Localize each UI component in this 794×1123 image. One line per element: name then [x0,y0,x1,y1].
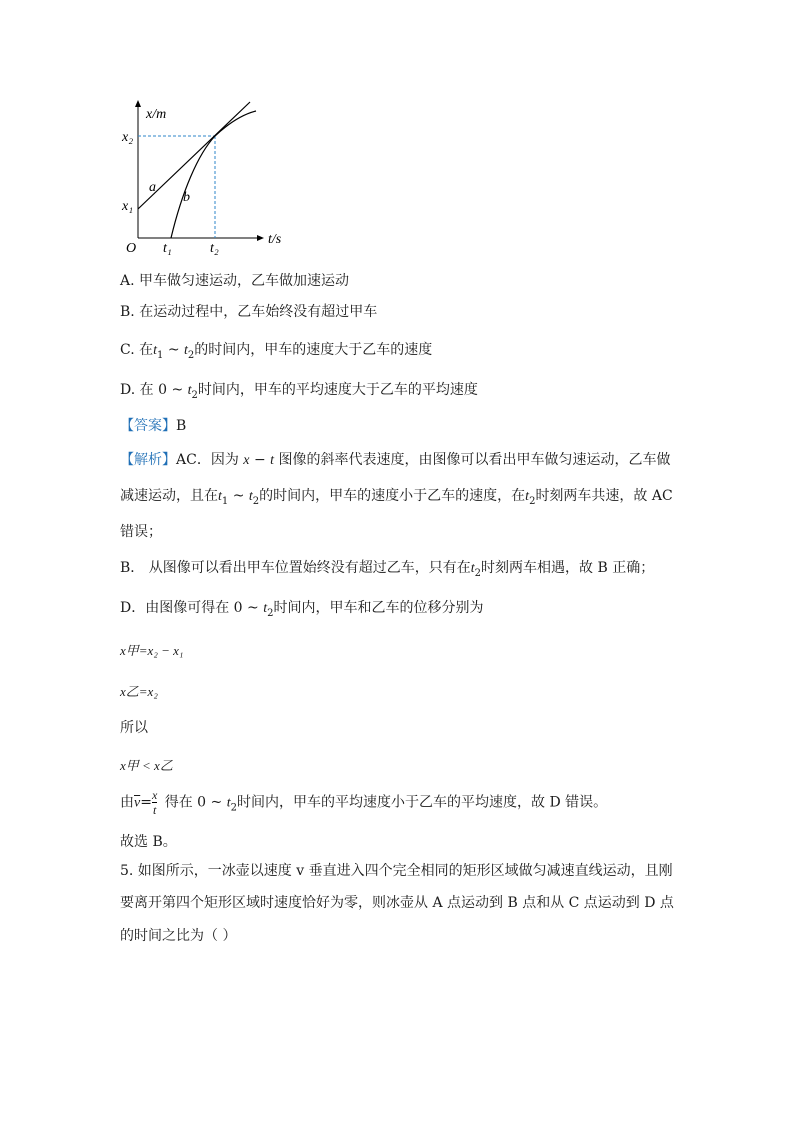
y-axis-arrow [135,100,141,107]
y-axis-label: x/m [146,107,167,122]
question5-line-3: 的时间之比为（ ） [120,928,237,944]
answer-value: B [176,418,187,434]
conclusion: 故选 B。 [120,834,177,850]
question5-line-2: 要离开第四个矩形区域时速度恰好为零，则冰壶从 A 点运动到 B 点和从 C 点运动到 D 点 [120,895,674,911]
option-d: D. 在 0 ~ $t_2$时间内，甲车的平均速度大于乙车的平均速度 [120,382,478,401]
option-a: A. 甲车做匀速运动，乙车做加速运动 [120,273,350,289]
analysis-line-3: 错误； [120,524,162,540]
x-axis-arrow [257,235,264,241]
question5-line-1: 5. 如图所示，一冰壶以速度 v 垂直进入四个完全相同的矩形区域做匀减速直线运动，且刚 [120,863,673,879]
analysis-line-2: 减速运动，且在$t_1$ ~ $t_2$的时间内，甲车的速度小于乙车的速度，在$t_2$时刻两车共速，故 AC [120,488,673,507]
option-c-prefix: C. 在 [120,342,154,358]
analysis-line-9: 由$\overline{v}=$ $\frac{x}{t}$ 得在 0 ~ $t_2$时间内，甲车的平均速度小于乙车的平均速度，故 D 错误。 [120,788,608,817]
analysis-line-5: D．由图像可得在 0 ~ $t_2$时间内，甲车和乙车的位移分别为 [120,600,484,619]
so-text: 所以 [120,720,148,736]
analysis-tag: 【解析】 [120,452,176,468]
answer-tag: 【答案】 [120,418,176,434]
answer-line [120,415,186,435]
tick-label-t2: t₂ [210,241,219,256]
option-d-suffix: 时间内，甲车的平均速度大于乙车的平均速度 [197,382,478,398]
tick-label-x2: x₂ [122,130,134,145]
x-axis-label: t/s [268,232,282,247]
option-c: C. 在$t_1$ ~ $t_2$的时间内，甲车的速度大于乙车的速度 [120,342,433,361]
fraction-x-over-t: $\frac{x}{t}$ [151,788,158,817]
curve-b-label: b [183,190,190,205]
equation-x-yi: x乙=x₂ [120,684,158,699]
analysis-line-4: B． 从图像可以看出甲车位置始终没有超过乙车，只有在$t_2$时刻两车相遇，故 B 正确； [120,560,655,579]
origin-label: O [126,241,137,256]
equation-x-jia: x甲=x₂ − x₁ [120,643,184,658]
analysis-line-1: 【解析】AC．因为 x − t 图像的斜率代表速度，由图像可以看出甲车做匀速运动，乙车做 [120,452,671,468]
option-c-suffix: 的时间内，甲车的速度大于乙车的速度 [194,342,433,358]
x-t-graph [110,92,310,258]
inequality: x甲 < x乙 [120,758,173,773]
tick-label-t1: t₁ [163,241,172,256]
option-d-prefix: D. 在 [120,382,154,398]
line-a-label: a [149,180,156,195]
tick-label-x1: x₁ [122,199,134,214]
option-b: B. 在运动过程中，乙车始终没有超过甲车 [120,304,378,320]
curve-b [171,111,256,238]
